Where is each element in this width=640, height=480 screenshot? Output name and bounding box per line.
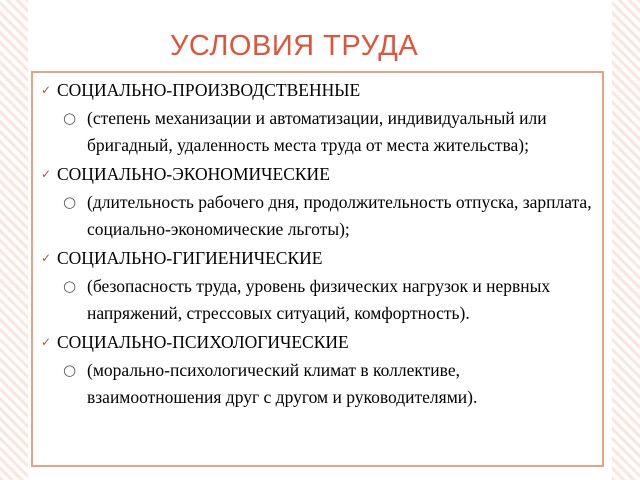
section-heading-text: СОЦИАЛЬНО-ГИГИЕНИЧЕСКИЕ [57, 248, 323, 268]
section-detail-psychological [41, 357, 592, 411]
section-detail-economic [41, 189, 592, 243]
hollow-circle-bullet-icon: ○ [63, 277, 77, 295]
checkmark-bullet-icon: ✓ [41, 335, 52, 349]
decorative-stripe-right [612, 0, 640, 480]
section-detail-text: (длительность рабочего дня, продолжительность отпуска, зарплата, социально-экономические льготы); [87, 192, 592, 239]
section-detail-hygienic [41, 273, 592, 327]
section-heading-psychological [41, 331, 592, 353]
hollow-circle-bullet-icon: ○ [63, 109, 77, 127]
section-heading-text: СОЦИАЛЬНО-ЭКОНОМИЧЕСКИЕ [57, 164, 330, 184]
section-detail-production [41, 105, 592, 159]
hollow-circle-bullet-icon: ○ [63, 193, 77, 211]
section-heading-hygienic [41, 247, 592, 269]
slide-title: УСЛОВИЯ ТРУДА [170, 30, 419, 62]
section-detail-text: (безопасность труда, уровень физических нагрузок и нервных напряжений, стрессовых ситуаций, комфортность). [87, 276, 551, 323]
content-box [31, 71, 604, 467]
section-detail-text: (степень механизации и автоматизации, индивидуальный или бригадный, удаленность места труда от места жительства); [87, 108, 547, 155]
section-heading-production [41, 79, 592, 101]
decorative-stripe-left [0, 0, 28, 480]
hollow-circle-bullet-icon: ○ [63, 361, 77, 379]
section-heading-text: СОЦИАЛЬНО-ПСИХОЛОГИЧЕСКИЕ [57, 332, 349, 352]
section-detail-text: (морально-психологический климат в коллективе, взаимоотношения друг с другом и руководителями). [87, 360, 478, 407]
checkmark-bullet-icon: ✓ [41, 251, 52, 265]
section-heading-economic [41, 163, 592, 185]
checkmark-bullet-icon: ✓ [41, 83, 52, 97]
checkmark-bullet-icon: ✓ [41, 167, 52, 181]
section-heading-text: СОЦИАЛЬНО-ПРОИЗВОДСТВЕННЫЕ [57, 80, 361, 100]
